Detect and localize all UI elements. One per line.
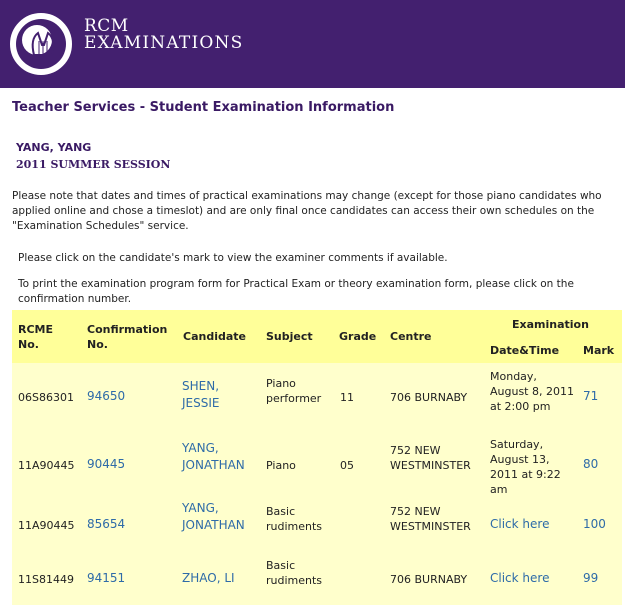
student-name: YANG, YANG — [16, 141, 92, 154]
header-grade: Grade — [339, 330, 377, 343]
print-instruction: To print the examination program form for Practical Exam or theory examination form, please click on the confirmation number. — [18, 278, 574, 305]
cell-rcme: 11A90445 — [18, 459, 75, 472]
cell-rcme: 06S86301 — [18, 391, 74, 404]
mark-link[interactable]: 80 — [583, 457, 599, 471]
confirmation-link[interactable]: 94650 — [87, 389, 126, 403]
cell-grade: 11 — [340, 391, 354, 404]
session-label: 2011 SUMMER SESSION — [16, 158, 171, 171]
lyre-icon — [12, 15, 74, 77]
cell-subject: Basic rudiments — [266, 559, 323, 587]
header-subject: Subject — [266, 330, 313, 343]
schedule-notice: Please note that dates and times of practical examinations may change (except for those piano candidates who applied online and chose a timeslot) and are only final once candidates can access their own schedules on the "Examination Schedules" service. — [12, 190, 602, 232]
mark-link[interactable]: 100 — [583, 517, 606, 531]
brand-wordmark — [84, 18, 243, 52]
confirmation-link[interactable]: 94151 — [87, 571, 126, 585]
candidate-name: SHEN, JESSIE — [182, 379, 220, 410]
site-header — [0, 0, 625, 88]
cell-rcme: 11A90445 — [18, 519, 75, 532]
cell-datetime: Monday, August 8, 2011 at 2:00 pm — [490, 370, 574, 413]
candidate-name: ZHAO, LI — [182, 571, 235, 585]
cell-centre: 706 BURNABY — [390, 573, 468, 586]
confirmation-link[interactable]: 90445 — [87, 457, 126, 471]
cell-subject: Piano — [266, 459, 296, 472]
brand-line2: EXAMINATIONS — [84, 33, 244, 53]
header-confirmation: Confirmation No. — [87, 323, 168, 351]
header-centre: Centre — [390, 330, 432, 343]
confirmation-link[interactable]: 85654 — [87, 517, 126, 531]
candidate-name: YANG, JONATHAN — [182, 441, 245, 472]
examination-details-link[interactable]: Click here — [490, 517, 550, 531]
header-mark: Mark — [583, 344, 615, 357]
candidate-name: YANG, JONATHAN — [182, 501, 245, 532]
mark-instruction: Please click on the candidate's mark to view the examiner comments if available. — [18, 252, 448, 264]
cell-centre: 752 NEW WESTMINSTER — [390, 505, 471, 533]
header-examination: Examination — [512, 318, 589, 331]
cell-grade: 05 — [340, 459, 354, 472]
rcm-logo-seal[interactable] — [10, 13, 72, 75]
results-table — [12, 310, 622, 605]
header-datetime: Date&Time — [490, 344, 560, 357]
cell-subject: Basic rudiments — [266, 505, 323, 533]
cell-datetime: Saturday, August 13, 2011 at 9:22 am — [490, 438, 561, 496]
page-title: Teacher Services - Student Examination Information — [12, 100, 395, 115]
cell-subject: Piano performer — [266, 377, 322, 405]
table-header — [12, 310, 622, 363]
mark-link[interactable]: 71 — [583, 389, 599, 403]
cell-centre: 706 BURNABY — [390, 391, 468, 404]
header-rcme: RCME No. — [18, 323, 54, 351]
header-candidate: Candidate — [183, 330, 246, 343]
examination-details-link[interactable]: Click here — [490, 571, 550, 585]
brand-line1: RCM — [84, 16, 129, 36]
mark-link[interactable]: 99 — [583, 571, 599, 585]
cell-rcme: 11S81449 — [18, 573, 74, 586]
cell-centre: 752 NEW WESTMINSTER — [390, 444, 471, 472]
